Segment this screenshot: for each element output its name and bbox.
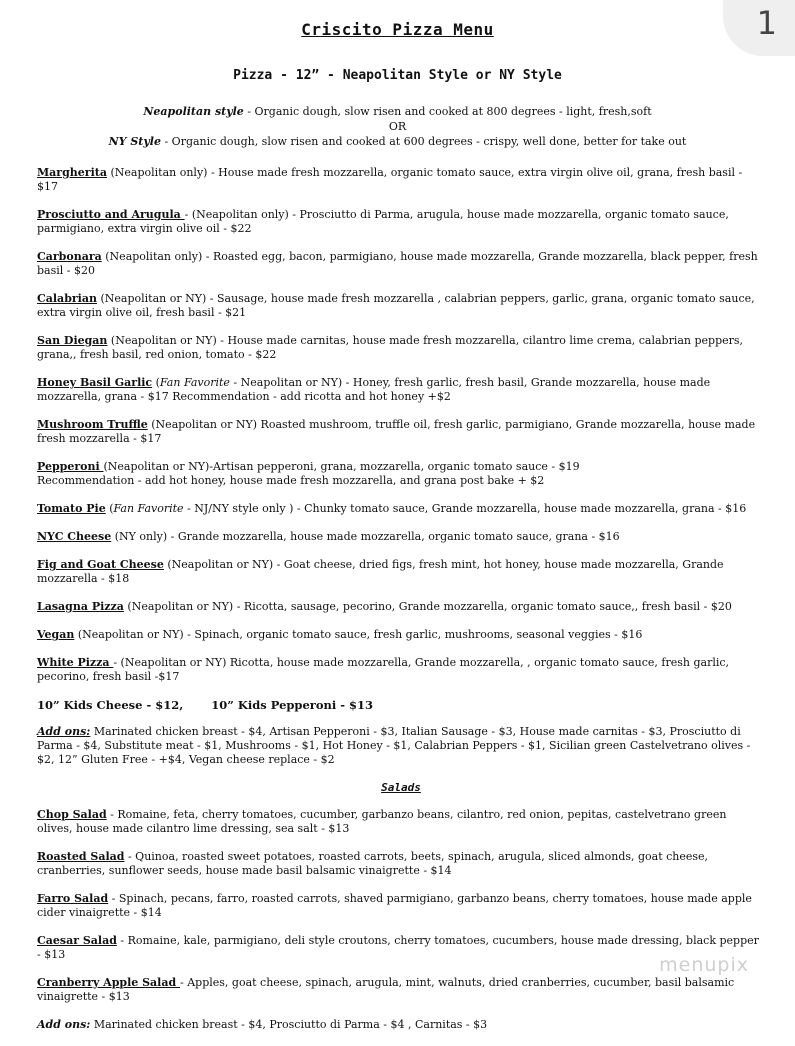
kids-pepperoni: 10” Kids Pepperoni - $13 [211, 698, 374, 712]
item-name: NYC Cheese [37, 530, 112, 543]
item-name: White Pizza [37, 656, 114, 669]
ny-style-desc: - Organic dough, slow risen and cooked at 600 degrees - crispy, well done, better for take out [160, 135, 687, 148]
kids-cheese: 10” Kids Cheese - $12, [37, 698, 184, 712]
menu-body [37, 166, 765, 1046]
menu-item-mushroom-truffle [37, 418, 765, 446]
menu-item-prosciutto-arugula [37, 208, 765, 236]
item-name: San Diegan [37, 334, 108, 347]
add-ons-label: Add ons: [37, 725, 91, 738]
item-description: - (Neapolitan only) - Prosciutto di Parma, arugula, house made mozzarella, organic tomato sauce, parmigiano, extra virgin olive oil - $22 [37, 208, 729, 235]
item-description-line2: mozzarella, grana - $17 Recommendation - add ricotta and hot honey +$2 [37, 390, 451, 403]
item-description: (Neapolitan or NY) - House made carnitas, house made fresh mozzarella, cilantro lime crema, calabrian peppers, grana,, fresh basil, red onion, tomato - $22 [37, 334, 744, 361]
item-name: Fig and Goat Cheese [37, 558, 164, 571]
item-description: (Neapolitan or NY) Roasted mushroom, truffle oil, fresh garlic, parmigiano, Grande mozzarella, house made fresh mozzarella - $17 [37, 418, 756, 445]
item-description: - Romaine, kale, parmigiano, deli style croutons, cherry tomatoes, cucumbers, house made dressing, black pepper - $13 [37, 934, 759, 961]
item-description: (Neapolitan only) - Roasted egg, bacon, parmigiano, house made mozzarella, Grande mozzarella, black pepper, fresh basil - $20 [37, 250, 758, 277]
item-name: Tomato Pie [37, 502, 106, 515]
page-number: 1 [756, 4, 777, 42]
neapolitan-style-desc: - Organic dough, slow risen and cooked at 800 degrees - light, fresh,soft [243, 105, 652, 118]
item-description: (Neapolitan or NY) - Goat cheese, dried figs, fresh mint, hot honey, house made mozzarella, Grande mozzarella - $18 [37, 558, 724, 585]
item-name: Cranberry Apple Salad [37, 976, 180, 989]
item-name: Prosciutto and Arugula [37, 208, 185, 221]
item-description: (Neapolitan only) - House made fresh mozzarella, organic tomato sauce, extra virgin olive oil, grana, fresh basil - $17 [37, 166, 743, 193]
menu-item-farro-salad [37, 892, 765, 920]
item-name: Lasagna Pizza [37, 600, 124, 613]
menu-item-fig-goat-cheese [37, 558, 765, 586]
pizza-add-ons [37, 725, 765, 767]
item-description: - Romaine, feta, cherry tomatoes, cucumber, garbanzo beans, cilantro, red onion, pepitas, castelvetrano green olives, house made cilantro lime dressing, sea salt - $13 [37, 808, 727, 835]
menu-item-carbonara [37, 250, 765, 278]
dough-styles [0, 104, 795, 149]
fan-favorite-tag: Fan Favorite [159, 376, 230, 389]
item-name: Chop Salad [37, 808, 107, 821]
add-ons-list: Marinated chicken breast - $4, Artisan Pepperoni - $3, Italian Sausage - $3, House made carnitas - $3, Prosciutto di Parma - $4, Substitute meat - $1, Mushrooms - $1, Hot Honey - $1, Calabrian Peppers - $1, Sicilian green Castelvetrano olives - $2, 12” Gluten Free - +$4, Vegan cheese replace - $2 [37, 725, 751, 766]
item-name: Farro Salad [37, 892, 109, 905]
item-name: Caesar Salad [37, 934, 117, 947]
item-name: Roasted Salad [37, 850, 125, 863]
item-description: - Neapolitan or NY) - Honey, fresh garlic, fresh basil, Grande mozzarella, house made [229, 376, 711, 389]
salad-add-ons [37, 1018, 765, 1032]
item-description: - NJ/NY style only ) - Chunky tomato sauce, Grande mozzarella, house made mozzarella, grana - $16 [183, 502, 747, 515]
item-description: - Apples, goat cheese, spinach, arugula, mint, walnuts, dried cranberries, cucumber, basil balsamic vinaigrette - $13 [37, 976, 735, 1003]
menu-item-tomato-pie [37, 502, 765, 516]
kids-pizzas [37, 698, 765, 712]
item-name: Vegan [37, 628, 75, 641]
ny-style-line [0, 134, 795, 149]
menu-item-pepperoni [37, 460, 765, 488]
salads-heading: Salads [381, 781, 421, 794]
neapolitan-style-line [0, 104, 795, 119]
menupix-watermark: menupix [659, 954, 749, 976]
item-description: (Neapolitan or NY) - Ricotta, sausage, pecorino, Grande mozzarella, organic tomato sauce,, fresh basil - $20 [123, 600, 732, 613]
item-paren: ( [105, 502, 114, 515]
menu-item-nyc-cheese [37, 530, 765, 544]
ny-style-name: NY Style [108, 135, 161, 148]
item-description: (Neapolitan or NY) - Sausage, house made fresh mozzarella , calabrian peppers, garlic, grana, organic tomato sauce, extra virgin olive oil, fresh basil - $21 [37, 292, 755, 319]
menu-item-san-diegan [37, 334, 765, 362]
item-name: Carbonara [37, 250, 102, 263]
item-description: (Neapolitan or NY)-Artisan pepperoni, grana, mozzarella, organic tomato sauce - $19 [103, 460, 580, 473]
menu-item-honey-basil-garlic [37, 376, 765, 404]
item-description-line2: Recommendation - add hot honey, house made fresh mozzarella, and grana post bake + $2 [37, 474, 545, 487]
add-ons-label: Add ons: [37, 1018, 91, 1031]
item-description: - Spinach, pecans, farro, roasted carrots, shaved parmigiano, garbanzo beans, cherry tomatoes, house made apple cider vinaigrette - $14 [37, 892, 752, 919]
add-ons-list: Marinated chicken breast - $4, Prosciutto di Parma - $4 , Carnitas - $3 [90, 1018, 488, 1031]
menu-item-caesar-salad [37, 934, 765, 962]
item-description: - (Neapolitan or NY) Ricotta, house made mozzarella, Grande mozzarella, , organic tomato sauce, fresh garlic, pecorino, fresh basil -$17 [37, 656, 730, 683]
menu-item-vegan [37, 628, 765, 642]
item-name: Margherita [37, 166, 107, 179]
menu-item-roasted-salad [37, 850, 765, 878]
menu-item-margherita [37, 166, 765, 194]
pizza-section-heading: Pizza - 12” - Neapolitan Style or NY Style [233, 68, 562, 83]
item-name: Pepperoni [37, 460, 104, 473]
menu-item-lasagna-pizza [37, 600, 765, 614]
item-description: - Quinoa, roasted sweet potatoes, roasted carrots, beets, spinach, arugula, sliced almonds, goat cheese, cranberries, sunflower seeds, house made basil balsamic vinaigrette - $14 [37, 850, 709, 877]
menu-item-white-pizza [37, 656, 765, 684]
item-description: (Neapolitan or NY) - Spinach, organic tomato sauce, fresh garlic, mushrooms, seasonal veggies - $16 [74, 628, 643, 641]
menu-title: Criscito Pizza Menu [301, 20, 494, 39]
item-description: (NY only) - Grande mozzarella, house made mozzarella, organic tomato sauce, grana - $16 [111, 530, 620, 543]
menu-item-chop-salad [37, 808, 765, 836]
item-paren: ( [152, 376, 160, 389]
neapolitan-style-name: Neapolitan style [143, 105, 244, 118]
or-separator: OR [388, 120, 407, 133]
item-name: Mushroom Truffle [37, 418, 148, 431]
menu-item-calabrian [37, 292, 765, 320]
item-name: Calabrian [37, 292, 97, 305]
item-name: Honey Basil Garlic [37, 376, 153, 389]
fan-favorite-tag: Fan Favorite [113, 502, 184, 515]
